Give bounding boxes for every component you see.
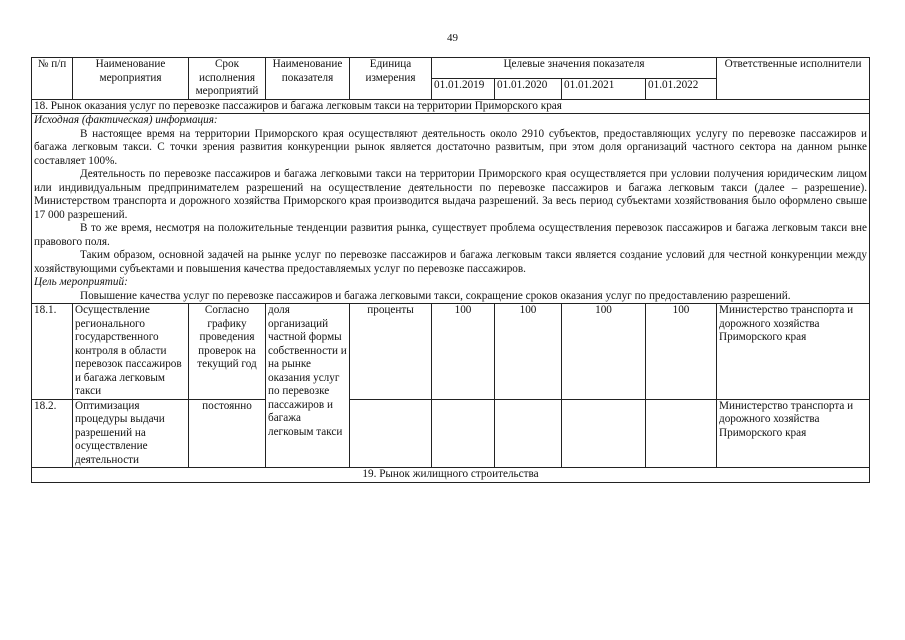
responsible: Министерство транспорта и дорожного хозяйства Приморского края bbox=[717, 399, 870, 468]
header-no: № п/п bbox=[32, 58, 73, 100]
indicator-name: доля организаций частной формы собственности и на рынке оказания услуг по перевозке пассажиров и багажа легковым такси bbox=[266, 304, 350, 468]
value-2021: 100 bbox=[562, 304, 646, 400]
value-2019 bbox=[432, 399, 495, 468]
section-18-info bbox=[32, 114, 870, 304]
section-19-title-row bbox=[32, 468, 870, 483]
info-label: Исходная (фактическая) информация: bbox=[34, 114, 218, 126]
value-2020: 100 bbox=[495, 304, 562, 400]
measure-term: Согласно графику проведения проверок на текущий год bbox=[189, 304, 266, 400]
value-2022: 100 bbox=[646, 304, 717, 400]
info-paragraph: В настоящее время на территории Приморского края осуществляют деятельность около 2910 субъектов, предоставляющих услугу по перевозке пассажиров и багажа легковым такси. С точки зрения развития конкуренции рынок является достаточно развитым, при этом доля организаций частного сектора на данном рынке составляет 100%. bbox=[34, 127, 868, 167]
header-term: Срок исполнения мероприятий bbox=[189, 58, 266, 100]
info-paragraph: Деятельность по перевозке пассажиров и багажа легковыми такси на территории Приморского края осуществляется при условии получения юридическим лицом или индивидуальным предпринимателем разрешений на осуществление деятельности по перевозке пассажиров и багажа легковым такси (далее – разрешение). Министерством транспорта и дорожного хозяйства Приморского края производится выдача разрешений. За весь период субъектами хозяйствования было оформлено свыше 17 000 разрешений. bbox=[34, 168, 868, 221]
section-18-info-row bbox=[32, 114, 870, 304]
section-18-title-row bbox=[32, 99, 870, 114]
header-indicator: Наименование показателя bbox=[266, 58, 350, 100]
measures-table bbox=[31, 57, 870, 483]
measure-name: Осуществление регионального государственного контроля в области перевозок пассажиров и багажа легковым такси bbox=[73, 304, 189, 400]
table-row bbox=[32, 304, 870, 400]
value-2020 bbox=[495, 399, 562, 468]
header-date-2019: 01.01.2019 bbox=[432, 78, 495, 99]
info-paragraph: Таким образом, основной задачей на рынке услуг по перевозке пассажиров и багажа легковым такси является создание условий для честной конкуренции между хозяйствующими субъектами и повышения качества предоставляемых услуг по перевозке пассажиров. bbox=[34, 249, 868, 275]
goal-label: Цель мероприятий: bbox=[34, 276, 128, 288]
value-2021 bbox=[562, 399, 646, 468]
value-2019: 100 bbox=[432, 304, 495, 400]
measure-term: постоянно bbox=[189, 399, 266, 468]
header-date-2022: 01.01.2022 bbox=[646, 78, 717, 99]
measure-unit bbox=[350, 399, 432, 468]
value-2022 bbox=[646, 399, 717, 468]
section-18-title: 18. Рынок оказания услуг по перевозке пассажиров и багажа легковым такси на территории Приморского края bbox=[32, 99, 870, 114]
info-paragraph: В то же время, несмотря на положительные тенденции развития рынка, существует проблема осуществления перевозок пассажиров и багажа легковым такси вне правового поля. bbox=[34, 222, 868, 248]
header-unit: Единица измерения bbox=[350, 58, 432, 100]
header-measure-name: Наименование мероприятия bbox=[73, 58, 189, 100]
responsible: Министерство транспорта и дорожного хозяйства Приморского края bbox=[717, 304, 870, 400]
header-date-2020: 01.01.2020 bbox=[495, 78, 562, 99]
section-19-title: 19. Рынок жилищного строительства bbox=[32, 468, 870, 483]
page-number: 49 bbox=[447, 32, 458, 44]
header-responsible: Ответственные исполнители bbox=[717, 58, 870, 100]
header-row bbox=[32, 58, 870, 79]
row-number: 18.1. bbox=[32, 304, 73, 400]
header-date-2021: 01.01.2021 bbox=[562, 78, 646, 99]
header-target-values: Целевые значения показателя bbox=[432, 58, 717, 79]
measure-unit: проценты bbox=[350, 304, 432, 400]
row-number: 18.2. bbox=[32, 399, 73, 468]
table-row bbox=[32, 399, 870, 468]
measure-name: Оптимизация процедуры выдачи разрешений на осуществление деятельности bbox=[73, 399, 189, 468]
goal-text: Повышение качества услуг по перевозке пассажиров и багажа легковыми такси, сокращение сроков оказания услуг по предоставлению разрешений. bbox=[80, 289, 791, 302]
